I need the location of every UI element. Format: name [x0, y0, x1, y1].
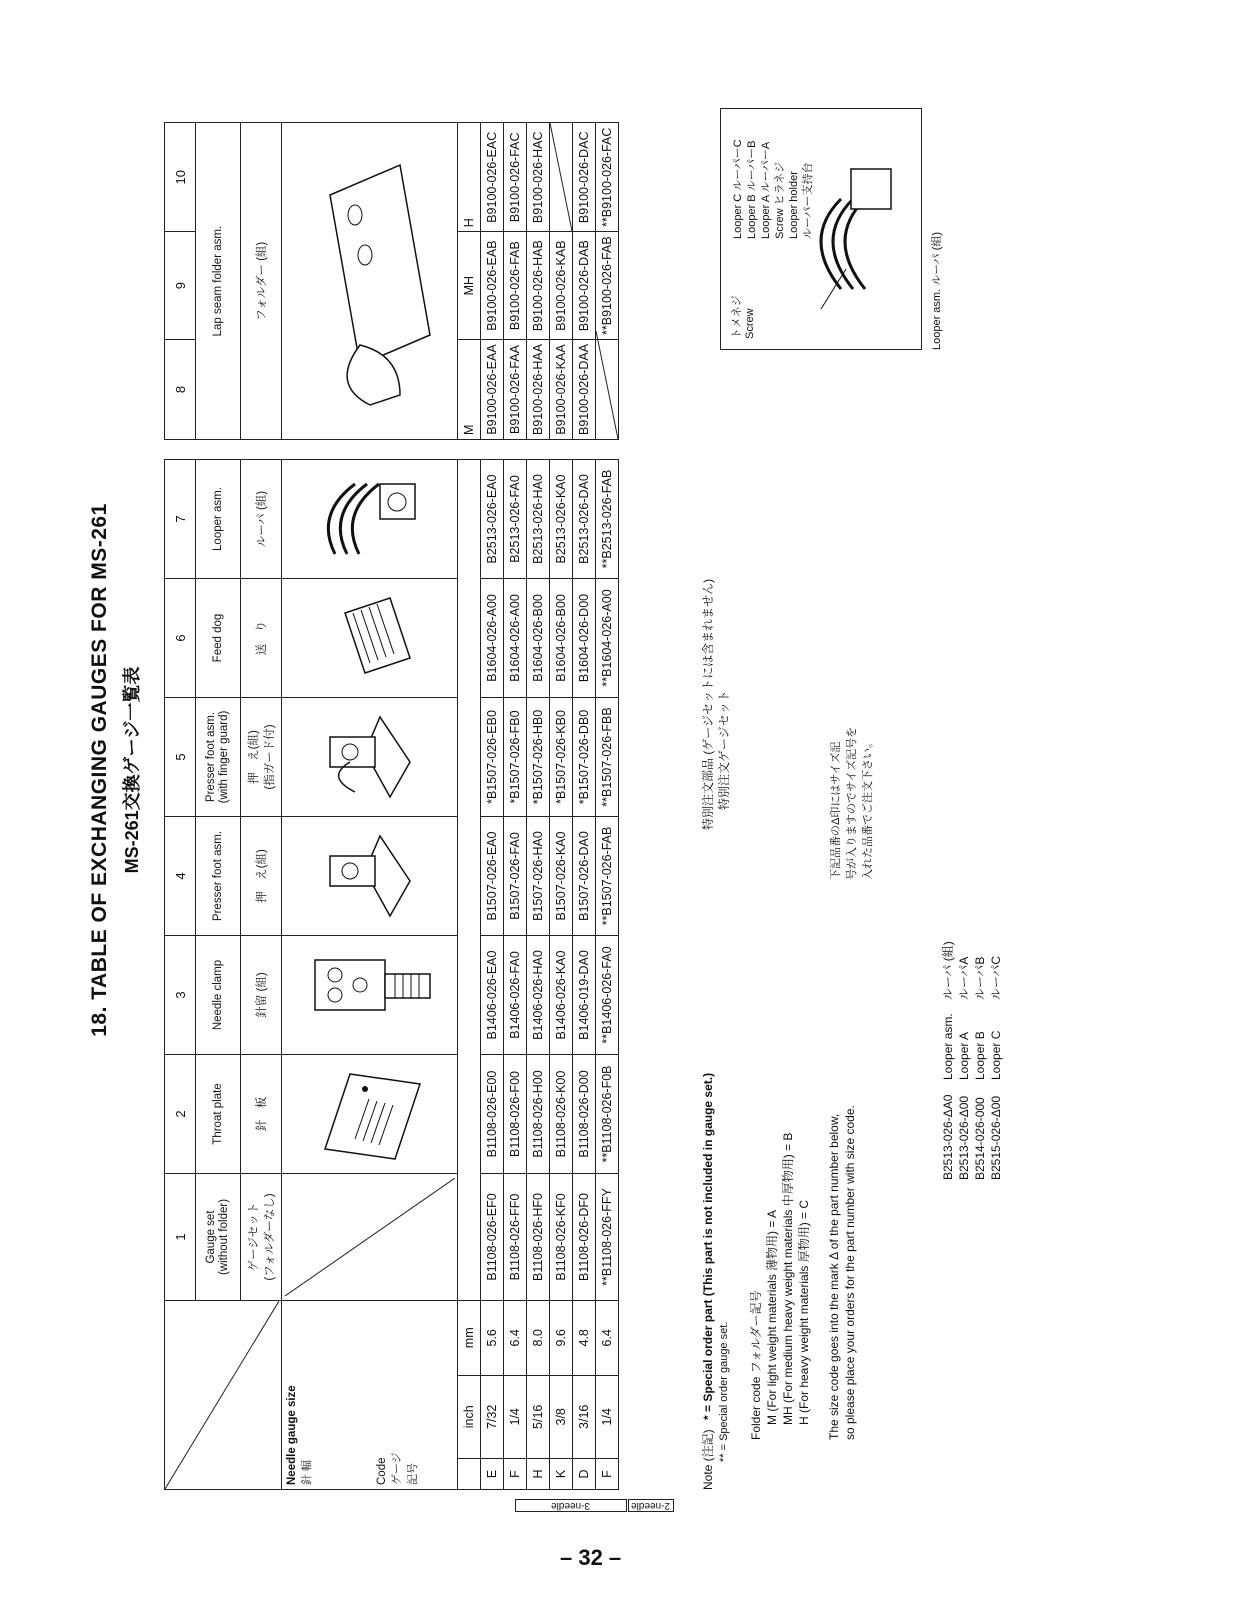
part-cell: B1604-026-A00	[504, 579, 527, 698]
gauge-set-diagonal	[285, 1178, 455, 1296]
part-cell: B1406-026-FA0	[504, 936, 527, 1055]
part-cell: **B1507-026-FBB	[596, 698, 619, 817]
list-item: B2515-026-Δ00Looper CルーパC	[989, 955, 1003, 1180]
inch-cell: 3/16	[573, 1375, 596, 1458]
col-number: 8	[165, 339, 196, 439]
table-row	[550, 460, 573, 1490]
part-cell: B1108-026-DF0	[573, 1174, 596, 1301]
looper-image	[282, 460, 458, 579]
part-cell: B1108-026-K00	[550, 1055, 573, 1174]
desc-jp-cell: ゲージセット (フォルダーなし)	[241, 1174, 282, 1301]
folder-code-mh: MH (For medium heavy weight materials 中厚物用) = B	[781, 1132, 795, 1425]
part-cell: B1604-026-B00	[527, 579, 550, 698]
part-cell: B9100-026-HAB	[527, 232, 550, 340]
size-code-jp-line3: 入れた品番でご注文下さい。	[862, 737, 874, 880]
inch-header: inch	[458, 1375, 481, 1458]
mm-cell: 5.6	[481, 1301, 504, 1376]
part-cell: B9100-026-FAA	[504, 339, 527, 439]
col-number: 1	[165, 1174, 196, 1301]
table-row	[573, 123, 596, 440]
looper-part-labels: Looper C ルーパーC Looper B ルーパーB Looper A ルーパーA Screw ヒラネジ Looper holder ルーパー支持台	[732, 139, 814, 239]
part-cell: B1108-026-H00	[527, 1055, 550, 1174]
code-cell: F	[596, 1459, 619, 1490]
col-number: 7	[165, 460, 196, 579]
parts-list	[940, 941, 1004, 1180]
part-cell: B9100-026-KAA	[550, 339, 573, 439]
looper-labels: トメネジ Screw	[731, 295, 756, 339]
part-cell: B9100-026-FAB	[504, 232, 527, 340]
feed-dog-icon	[295, 583, 445, 693]
table-row	[504, 123, 527, 440]
part-cell: B1108-026-F00	[504, 1055, 527, 1174]
part-cell: B1108-026-HF0	[527, 1174, 550, 1301]
list-item: B2513-026-ΔA0Looper asm.ルーパ (組)	[941, 941, 955, 1180]
part-cell: B9100-026-DAC	[573, 123, 596, 232]
size-code-line2: so please place your orders for the part number with size code.	[843, 1105, 857, 1440]
part-cell: B1108-026-D00	[573, 1055, 596, 1174]
table-row	[573, 460, 596, 1490]
part-cell: B1108-026-E00	[481, 1055, 504, 1174]
part-cell: B9100-026-EAA	[481, 339, 504, 439]
presser-foot-icon	[295, 821, 445, 931]
part-cell: B1406-019-DA0	[573, 936, 596, 1055]
part-cell: B2513-026-DA0	[573, 460, 596, 579]
desc-jp-cell: 針 板	[241, 1055, 282, 1174]
folder-desc: Lap seam folder asm.	[196, 123, 241, 440]
part-cell: B2513-026-EA0	[481, 460, 504, 579]
part-cell: B1406-026-KA0	[550, 936, 573, 1055]
col-number: 2	[165, 1055, 196, 1174]
desc-cell: Looper asm.	[196, 460, 241, 579]
table-row	[527, 123, 550, 440]
inch-cell: 7/32	[481, 1375, 504, 1458]
table-row	[481, 123, 504, 440]
empty-cell-diagonal	[596, 339, 619, 439]
desc-jp-cell: 針留 (組)	[241, 936, 282, 1055]
desc-cell: Feed dog	[196, 579, 241, 698]
size-code-jp-line2: 号が入りますのでサイズ記号を	[846, 726, 858, 880]
code-cell: H	[527, 1459, 550, 1490]
desc-cell: Presser foot asm. (with finger guard)	[196, 698, 241, 817]
part-cell: B9100-026-HAA	[527, 339, 550, 439]
inch-cell: 5/16	[527, 1375, 550, 1458]
code-cell: F	[504, 1459, 527, 1490]
page-subtitle: MS-261交換ゲージ一覧表	[122, 666, 142, 874]
unit-spacer	[458, 460, 481, 1301]
part-cell: B9100-026-KAB	[550, 232, 573, 340]
part-cell: B1108-026-FF0	[504, 1174, 527, 1301]
part-cell: B1406-026-HA0	[527, 936, 550, 1055]
throat-plate-icon	[295, 1059, 445, 1169]
desc-jp-cell: 押 え(組) (指ガード付)	[241, 698, 282, 817]
page-number: – 32 –	[560, 1545, 622, 1570]
presser-foot-guard-image	[282, 698, 458, 817]
part-cell: *B1507-026-EB0	[481, 698, 504, 817]
note-prefix: Note (注記)	[701, 1429, 715, 1490]
inch-cell: 1/4	[596, 1375, 619, 1458]
mm-cell: 4.8	[573, 1301, 596, 1376]
needle-clamp-image	[282, 936, 458, 1055]
code-jp-1: ゲージ	[391, 1452, 403, 1485]
part-cell: **B1604-026-A00	[596, 579, 619, 698]
desc-jp-cell: ルーパ (組)	[241, 460, 282, 579]
part-cell: **B1108-026-F0B	[596, 1055, 619, 1174]
presser-foot-guard-icon	[295, 702, 445, 812]
gauge-set-picture-cell	[282, 1174, 458, 1301]
part-cell: B9100-026-FAC	[504, 123, 527, 232]
folder-code: H	[458, 123, 481, 232]
mm-cell: 6.4	[504, 1301, 527, 1376]
table-row	[504, 460, 527, 1490]
code-header	[458, 1459, 481, 1490]
part-cell: *B1507-026-KB0	[550, 698, 573, 817]
folder-table	[164, 122, 619, 440]
list-item: B2513-026-Δ00Looper AルーパA	[957, 956, 971, 1180]
rotated-sheet	[60, 20, 1060, 1520]
part-cell: B9100-026-EAC	[481, 123, 504, 232]
desc-cell: Presser foot asm.	[196, 817, 241, 936]
mm-cell: 8.0	[527, 1301, 550, 1376]
part-cell: B2513-026-HA0	[527, 460, 550, 579]
looper-icon	[295, 464, 445, 574]
page-title: 18. TABLE OF EXCHANGING GAUGES FOR MS-261	[88, 503, 111, 1037]
col-number: 3	[165, 936, 196, 1055]
empty-cell-line	[596, 331, 618, 439]
part-cell: *B1507-026-DB0	[573, 698, 596, 817]
part-cell: *B1507-026-FB0	[504, 698, 527, 817]
looper-caption: Looper asm. ルーパ (組)	[931, 231, 943, 350]
part-cell: B1604-026-D00	[573, 579, 596, 698]
part-cell: B1507-026-KA0	[550, 817, 573, 936]
col-number: 4	[165, 817, 196, 936]
col-number: 6	[165, 579, 196, 698]
part-cell: B1507-026-HA0	[527, 817, 550, 936]
part-cell: B1507-026-DA0	[573, 817, 596, 936]
part-cell: **B1108-026-FFY	[596, 1174, 619, 1301]
gauge-size-header	[282, 1301, 458, 1490]
size-code-jp	[828, 727, 876, 880]
table-row	[481, 460, 504, 1490]
part-cell: *B1507-026-HB0	[527, 698, 550, 817]
list-item: B2514-026-000Looper BルーパB	[973, 956, 987, 1180]
part-cell: B1507-026-FA0	[504, 817, 527, 936]
code-cell: K	[550, 1459, 573, 1490]
part-cell: B1108-026-EF0	[481, 1174, 504, 1301]
inch-cell: 3/8	[550, 1375, 573, 1458]
empty-cell-diagonal	[550, 123, 573, 232]
corner-diagonal	[165, 1301, 279, 1489]
part-cell: B1406-026-EA0	[481, 936, 504, 1055]
table-row	[596, 460, 619, 1490]
part-cell: **B1406-026-FA0	[596, 936, 619, 1055]
part-cell: B9100-026-EAB	[481, 232, 504, 340]
needle-gauge-label: Needle gauge size	[286, 1385, 298, 1485]
two-needle-label: 2-needle	[628, 1499, 674, 1512]
part-cell: B9100-026-HAC	[527, 123, 550, 232]
code-cell: E	[481, 1459, 504, 1490]
part-cell: B2513-026-FA0	[504, 460, 527, 579]
folder-code-m: M (For light weight materials 薄物用) = A	[765, 1209, 779, 1425]
empty-cell-line	[550, 123, 572, 231]
part-cell: B1604-026-B00	[550, 579, 573, 698]
needle-gauge-jp: 針 幅	[301, 1459, 313, 1485]
corner-cell	[165, 1301, 282, 1490]
inch-cell: 1/4	[504, 1375, 527, 1458]
mm-header: mm	[458, 1301, 481, 1376]
code-cell: D	[573, 1459, 596, 1490]
part-cell: **B2513-026-FAB	[596, 460, 619, 579]
part-cell: B1108-026-KF0	[550, 1174, 573, 1301]
note-special-gauge-jp: 特別注文ゲージセット	[717, 690, 731, 810]
note-special-gauge: ** = Special order gauge set.	[718, 1321, 730, 1462]
part-cell: **B9100-026-FAC	[596, 123, 619, 232]
table-row	[550, 123, 573, 440]
code-jp-2: 記号	[407, 1463, 419, 1485]
three-needle-label: 3-needle	[515, 1499, 627, 1512]
needle-clamp-icon	[295, 940, 445, 1050]
folder-code: M	[458, 339, 481, 439]
notes	[700, 1073, 858, 1490]
lap-seam-folder-icon	[290, 135, 450, 435]
code-label: Code	[376, 1457, 388, 1485]
part-cell: B9100-026-DAA	[573, 339, 596, 439]
part-cell: B1507-026-EA0	[481, 817, 504, 936]
part-cell: B1604-026-A00	[481, 579, 504, 698]
note-special-order-jp: 特別注文部品 (ゲージセットには含まれません)	[701, 578, 715, 830]
part-cell: B9100-026-DAB	[573, 232, 596, 340]
desc-cell: Needle clamp	[196, 936, 241, 1055]
folder-image	[282, 123, 458, 440]
desc-cell: Throat plate	[196, 1055, 241, 1174]
desc-cell: Gauge set (without folder)	[196, 1174, 241, 1301]
folder-code: MH	[458, 232, 481, 340]
mm-cell: 6.4	[596, 1301, 619, 1376]
folder-code-h: H (For heavy weight materials 厚物用) = C	[797, 1199, 811, 1425]
size-code-jp-line1: 下記品番のΔ印にはサイズ記	[830, 741, 842, 880]
part-cell: **B9100-026-FAB	[596, 232, 619, 340]
part-cell: **B1507-026-FAB	[596, 817, 619, 936]
throat-plate-image	[282, 1055, 458, 1174]
col-number: 10	[165, 123, 196, 232]
col-number: 9	[165, 232, 196, 340]
gauge-table	[164, 459, 619, 1490]
note-special-order: * = Special order part (This part is not included in gauge set.)	[701, 1072, 715, 1420]
presser-foot-image	[282, 817, 458, 936]
table-row	[596, 123, 619, 440]
notes-jp	[700, 579, 732, 830]
mm-cell: 9.6	[550, 1301, 573, 1376]
size-code-line1: The size code goes into the mark Δ of the part number below,	[827, 1113, 841, 1440]
folder-desc-jp: フォルダー (組)	[241, 123, 282, 440]
desc-jp-cell: 押 え(組)	[241, 817, 282, 936]
part-cell: B2513-026-KA0	[550, 460, 573, 579]
looper-figure	[720, 108, 922, 350]
table-row	[527, 460, 550, 1490]
folder-code-title: Folder code フォルダー記号	[749, 1290, 763, 1440]
col-number: 5	[165, 698, 196, 817]
feed-dog-image	[282, 579, 458, 698]
desc-jp-cell: 送 り	[241, 579, 282, 698]
